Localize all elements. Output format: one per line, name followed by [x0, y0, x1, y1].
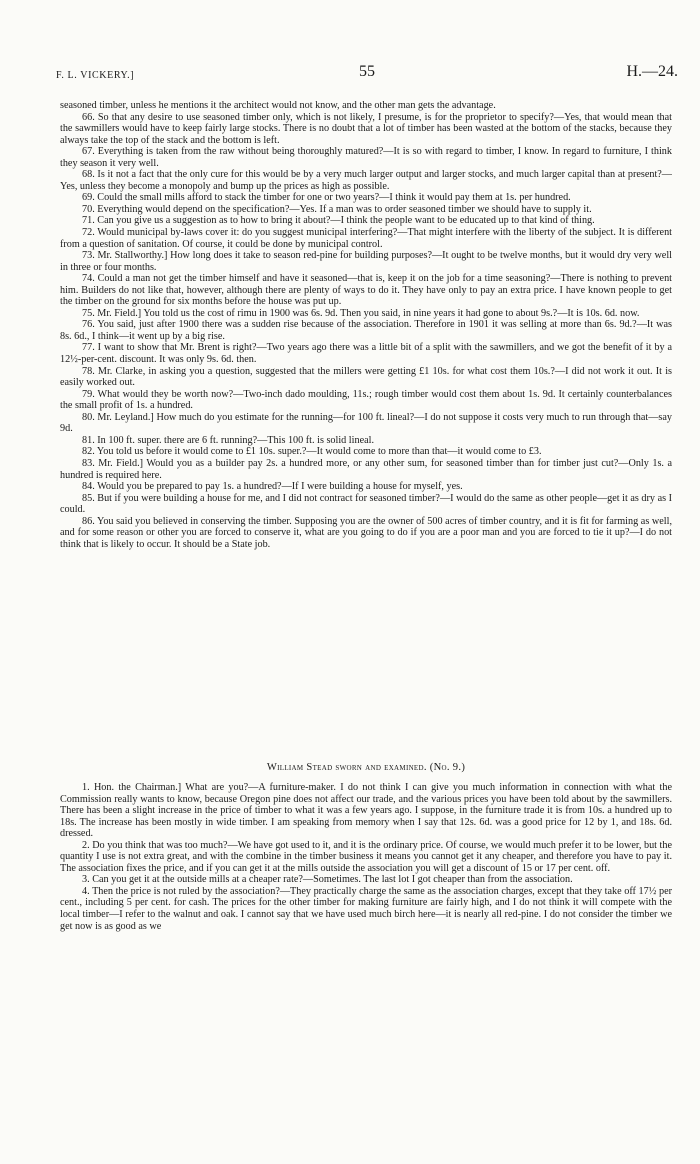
paragraph-q66: 66. So that any desire to use seasoned timber only, which is not likely, I presume, is for the proprietor to specify?—Yes, that would mean that the sawmillers would have to keep fairly large stocks. There is no doubt that a lot of timber has been wasted at the bottom of the stacks, because they always take the top of the stack and the bottom is left. [60, 111, 672, 146]
document-reference: H.—24. [626, 63, 678, 80]
paragraph-q82: 82. You told us before it would come to £1 10s. super.?—It would come to more than that—it would come to £3. [82, 446, 542, 458]
paragraph-q3: 3. Can you get it at the outside mills at a cheaper rate?—Sometimes. The last lot I got cheaper than from the association. [82, 874, 573, 886]
paragraph-q71: 71. Can you give us a suggestion as to how to bring it about?—I think the people want to be educated up to that kind of thing. [82, 215, 595, 227]
paragraph-q83: 83. Mr. Field.] Would you as a builder pay 2s. a hundred more, or any other sum, for seasoned timber than for timber just cut?—Only 1s. a hundred is required here. [60, 457, 672, 481]
paragraph-q78: 78. Mr. Clarke, in asking you a question, suggested that the millers were getting £1 10s. for what cost them 10s.?—I did not work it out. It is easily worked out. [60, 365, 672, 389]
paragraph-q72: 72. Would municipal by-laws cover it: do you suggest municipal interfering?—That might interfere with the liberty of the subject. It is different from a question of sanitation. Of course, it could be done by municipal control. [60, 227, 672, 250]
paragraph-q76: 76. You said, just after 1900 there was a sudden rise because of the association. Therefore in 1901 it was selling at more than 6s. 9d.?—It was 8s. 6d., I think—it went up by a big rise. [60, 319, 672, 342]
paragraph-q80: 80. Mr. Leyland.] How much do you estimate for the running—for 100 ft. lineal?—I do not suppose it costs very much to run through that—say 9d. [60, 411, 672, 435]
paragraph-continuation: seasoned timber, unless he mentions it the architect would not know, and the other man gets the advantage. [60, 100, 496, 111]
paragraph-q85: 85. But if you were building a house for me, and I did not contract for seasoned timber?—I would do the same as other people—get it as dry as I could. [60, 492, 672, 516]
witness-heading: William Stead sworn and examined. (No. 9.) [266, 762, 466, 773]
testimony-block-vickery [60, 100, 672, 550]
testimony-block-stead [60, 782, 672, 932]
paragraph-q77: 77. I want to show that Mr. Brent is right?—Two years ago there was a little bit of a split with the sawmillers, and we got the benefit of it by a 12½-per-cent. discount. It was only 9s. 6d. then. [60, 342, 672, 366]
paragraph-q4: 4. Then the price is not ruled by the association?—They practically charge the same as the association charges, except that they take off 17½ per cent., including 5 per cent. for cash. The prices for the other timber for making furniture are fairly high, and I do not think it will compete with the local timber—I refer to the walnut and oak. I cannot say that we have used much birch here—it is nearly all red-pine. I do not consider the timber we get now is as good as we [60, 885, 672, 932]
paragraph-q69: 69. Could the small mills afford to stack the timber for one or two years?—I think it would pay them at 1s. per hundred. [82, 192, 571, 204]
paragraph-q68: 68. Is it not a fact that the only cure for this would be by a very much larger output and larger stocks, and much larger capital than at present?—Yes, unless they become a monopoly and bump up the prices as high as possible. [60, 169, 672, 192]
paragraph-q70: 70. Everything would depend on the specification?—Yes. If a man was to order seasoned timber we should have to supply it. [82, 203, 592, 215]
page-number: 55 [359, 63, 375, 80]
paragraph-q67: 67. Everything is taken from the raw without being thoroughly matured?—It is so with regard to timber, I know. In regard to furniture, I think they season it very well. [60, 146, 672, 169]
paragraph-q75: 75. Mr. Field.] You told us the cost of rimu in 1900 was 6s. 9d. Then you said, in nine years it had gone to about 9s.?—It is 10s. 6d. now. [82, 307, 640, 319]
page-header [56, 63, 678, 84]
paragraph-q81: 81. In 100 ft. super. there are 6 ft. running?—This 100 ft. is solid lineal. [82, 434, 374, 446]
paragraph-q2: 2. Do you think that was too much?—We have got used to it, and it is the ordinary price. Of course, we would much prefer it to be lower, but the quantity I use is not extra great, and with the combine in the timber business it means you cannot get it any cheaper, and therefore you have to pay it. The association fixes the price, and if you can get it at the mills outside the association you will get a discount of 15 or 17 per cent. off. [60, 839, 672, 874]
paragraph-q74: 74. Could a man not get the timber himself and have it seasoned—that is, keep it on the job for a time seasoning?—There is nothing to prevent him. Builders do not like that, however, although there are plenty of ways to do it. They have only to pay an extra price. I have known people to get the timber on the ground for six months before the house was put up. [60, 273, 672, 308]
paragraph-q86: 86. You said you believed in conserving the timber. Supposing you are the owner of 500 acres of timber country, and it is fit for farming as well, and for some reason or other you are forced to conserve it, what are you going to do if you are a poor man and you are forced to tie it up?—I do not think that is likely to occur. It should be a State job. [60, 515, 672, 550]
paragraph-q1: 1. Hon. the Chairman.] What are you?—A furniture-maker. I do not think I can give you much information in connection with what the Commission really wants to know, because Oregon pine does not affect our trade, and the various prices you have been told about by the sawmillers. There has been a slight increase in the price of timber to what it was a few years ago. I suppose, in the furniture trade it is from 10s. a hundred up to 18s. The increase has been mostly in wide timber. I am speaking from memory when I say that 12s. 6d. was a good price for 12 by 1, and 18s. 6d. dressed. [60, 782, 672, 840]
paragraph-q79: 79. What would they be worth now?—Two-inch dado moulding, 11s.; rough timber would cost them about 1s. 9d. It certainly counterbalances the small profit of 1s. a hundred. [60, 388, 672, 412]
paragraph-q84: 84. Would you be prepared to pay 1s. a hundred?—If I were building a house for myself, yes. [82, 481, 463, 493]
header-witness-name: F. L. VICKERY.] [56, 70, 135, 81]
paragraph-q73: 73. Mr. Stallworthy.] How long does it take to season red-pine for building purposes?—It ought to be twelve months, but it would dry very well in three or four months. [60, 250, 672, 273]
